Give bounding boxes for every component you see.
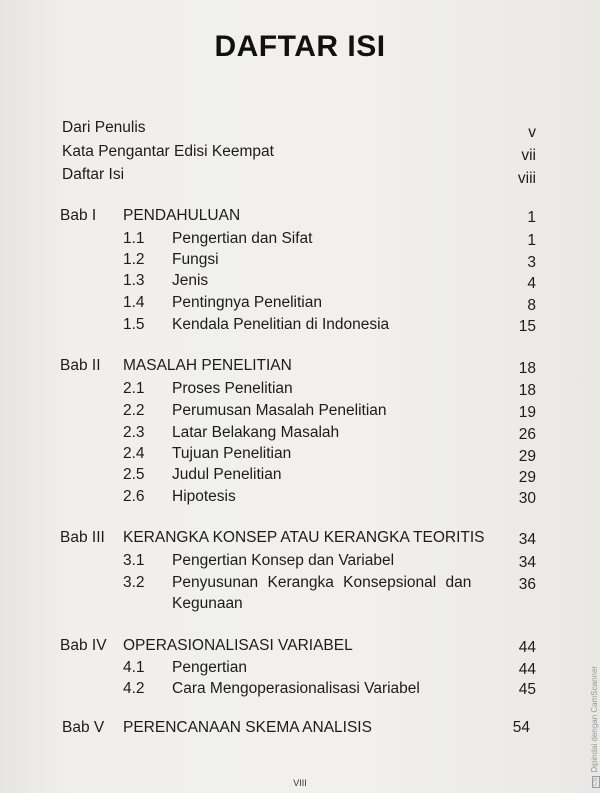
toc-entry-front: Dari Penulis [62, 119, 146, 136]
section-page: 8 [527, 297, 536, 314]
chapter-label: Bab I [60, 207, 97, 224]
section-number: 1.5 [123, 316, 145, 333]
watermark-text: Dipindai dengan CamScanner [590, 665, 599, 773]
toc-entry-front: Kata Pengantar Edisi Keempat [62, 143, 274, 160]
toc-entry-page: viii [517, 170, 536, 187]
chapter-title: PENDAHULUAN [123, 207, 241, 224]
section-page: 45 [518, 681, 536, 698]
section-number: 4.2 [123, 680, 145, 697]
section-title-continuation: Kegunaan [172, 595, 243, 612]
section-title: Perumusan Masalah Penelitian [172, 402, 387, 419]
section-title: Kendala Penelitian di Indonesia [172, 316, 390, 333]
section-number: 2.4 [123, 445, 145, 462]
section-page: 44 [518, 661, 536, 678]
section-number: 2.5 [123, 466, 145, 483]
section-page: 19 [518, 404, 536, 421]
scanner-watermark [580, 660, 599, 790]
section-number: 2.1 [123, 380, 145, 397]
chapter-label: Bab IV [60, 637, 107, 654]
section-page: 18 [518, 382, 536, 399]
section-title: Pengertian [172, 659, 247, 676]
toc-entry-page: vii [521, 147, 536, 164]
camscanner-icon: CS [593, 777, 599, 786]
section-page: 26 [518, 426, 536, 443]
chapter-title: PERENCANAAN SKEMA ANALISIS [123, 719, 372, 736]
page-number: VIII [293, 778, 307, 788]
chapter-label: Bab V [62, 719, 105, 736]
chapter-page: 54 [512, 719, 530, 736]
section-title: Tujuan Penelitian [172, 445, 292, 462]
chapter-title: OPERASIONALISASI VARIABEL [123, 637, 353, 654]
section-number: 3.1 [123, 552, 145, 569]
section-title: Pengertian dan Sifat [172, 230, 313, 247]
section-page: 34 [518, 554, 536, 571]
section-title: Latar Belakang Masalah [172, 424, 340, 441]
section-title: Jenis [172, 272, 209, 289]
section-page: 15 [518, 318, 536, 335]
section-page: 29 [518, 448, 536, 465]
section-title: Pengertian Konsep dan Variabel [172, 552, 395, 569]
section-number: 1.3 [123, 272, 145, 289]
section-number: 2.6 [123, 488, 145, 505]
section-number: 1.1 [123, 230, 145, 247]
section-number: 1.4 [123, 294, 145, 311]
chapter-page: 34 [518, 531, 536, 548]
chapter-page: 18 [518, 360, 536, 377]
section-title: Penyusunan Kerangka Konsepsional dan [172, 574, 472, 591]
section-page: 29 [518, 469, 536, 486]
section-page: 36 [518, 576, 536, 593]
section-number: 2.3 [123, 424, 145, 441]
chapter-page: 1 [527, 209, 536, 226]
chapter-label: Bab II [60, 357, 101, 374]
section-number: 3.2 [123, 574, 145, 591]
section-title: Proses Penelitian [172, 380, 293, 397]
section-title: Pentingnya Penelitian [172, 294, 322, 311]
section-page: 1 [527, 232, 536, 249]
section-page: 4 [527, 275, 536, 292]
section-title: Judul Penelitian [172, 466, 282, 483]
chapter-page: 44 [518, 639, 536, 656]
chapter-title: KERANGKA KONSEP ATAU KERANGKA TEORITIS [123, 529, 485, 546]
toc-entry-page: v [528, 124, 536, 141]
section-number: 2.2 [123, 402, 145, 419]
chapter-label: Bab III [60, 529, 105, 546]
section-number: 4.1 [123, 659, 145, 676]
page-title: DAFTAR ISI [214, 30, 386, 63]
section-title: Fungsi [172, 251, 219, 268]
toc-entry-front: Daftar Isi [62, 166, 125, 183]
section-page: 3 [527, 254, 536, 271]
chapter-title: MASALAH PENELITIAN [123, 357, 292, 374]
section-title: Hipotesis [172, 488, 236, 505]
section-number: 1.2 [123, 251, 145, 268]
section-title: Cara Mengoperasionalisasi Variabel [172, 680, 420, 697]
section-page: 30 [518, 490, 536, 507]
